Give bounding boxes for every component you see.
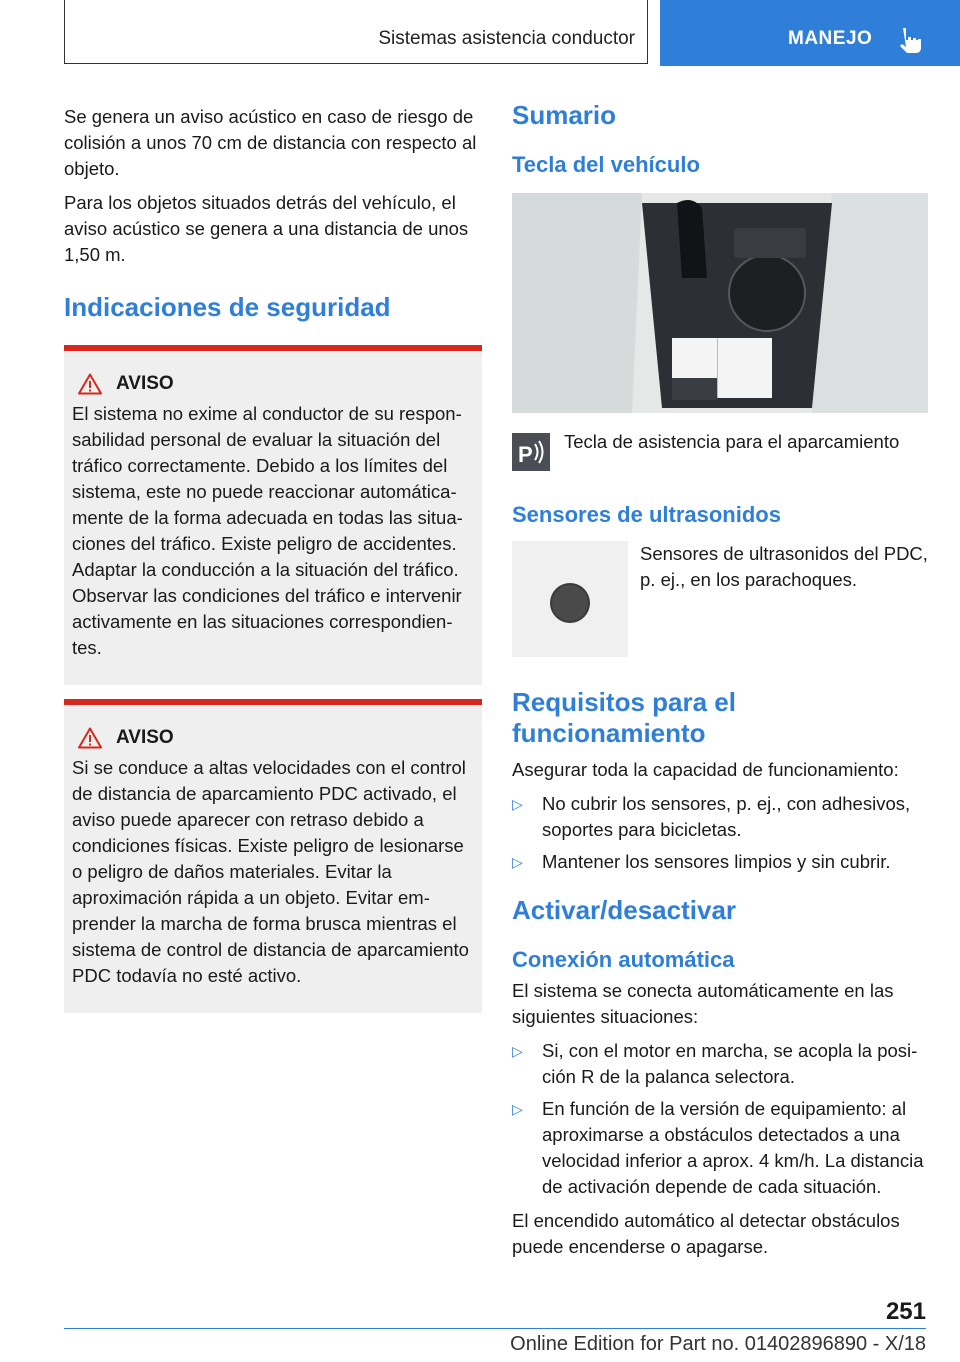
warning-triangle-icon <box>78 373 102 395</box>
sensors-caption: Sensores de ultrasonidos del PDC, p. ej., en los parachoques. <box>640 543 928 590</box>
page-number: 251 <box>885 1298 926 1325</box>
chapter-label: MANEJO <box>788 28 873 49</box>
list-item: ▷ Mantener los sensores limpios y sin cubrir. <box>512 849 932 875</box>
svg-text:P: P <box>518 442 533 467</box>
hand-pointer-icon <box>897 26 923 54</box>
left-column <box>64 104 482 1027</box>
right-column <box>512 100 932 1268</box>
bullet-triangle-icon: ▷ <box>512 1043 523 1059</box>
auto-intro: El sistema se conecta automáticamente en las siguientes situaciones: <box>512 980 894 1027</box>
activate-heading: Activar/desactivar <box>512 895 737 925</box>
vehicle-key-heading: Tecla del vehículo <box>512 152 700 177</box>
summary-heading: Sumario <box>512 100 617 130</box>
warning-triangle-icon <box>78 727 102 749</box>
intro-paragraph: Se genera un aviso acústico en caso de riesgo de colisión a unos 70 cm de distancia con respecto al objeto. <box>64 106 477 179</box>
section-title: Sistemas asistencia conductor <box>378 28 635 49</box>
intro-paragraph: Para los objetos situados detrás del vehículo, el aviso acústico se genera a una distancia de unos 1,50 m. <box>64 192 469 265</box>
warning-box <box>64 345 482 685</box>
auto-list <box>512 1038 932 1200</box>
warning-title: AVISO <box>116 373 174 394</box>
bullet-triangle-icon: ▷ <box>512 796 523 812</box>
edition-text: Online Edition for Part no. 01402896890 - X/18 <box>510 1333 926 1355</box>
list-item: ▷ En función de la versión de equipamiento: al aproximarse a obstáculos detectados a una velocidad inferior a aprox. 4 km/h. La distancia de activación depende de cada situación. <box>512 1098 924 1197</box>
chapter-tab[interactable] <box>660 0 960 66</box>
list-item: ▷ Si, con el motor en marcha, se acopla la posición R de la palanca selectora. <box>512 1040 918 1087</box>
key-caption-row <box>512 429 932 471</box>
list-item: ▷ No cubrir los sensores, p. ej., con adhesivos, soportes para bicicletas. <box>512 793 911 840</box>
warning-text: Si se conduce a altas velocidades con el control de distancia de aparcamiento PDC activado, el aviso puede aparecer con retraso debido a condiciones físicas. Existe peligro de lesionarse o peligro de daños materiales. Evitar la aproximación rápida a un objeto. Evitar emprender la marcha de forma brusca mientras el sistema de control de distancia de aparcamiento PDC todavía no esté activo. <box>72 757 469 986</box>
sensors-heading: Sensores de ultrasonidos <box>512 502 781 527</box>
footer-divider <box>64 1328 926 1329</box>
requirements-list <box>512 791 932 875</box>
auto-outro: El encendido automático al detectar obstáculos puede encenderse o apagarse. <box>512 1210 900 1257</box>
bullet-triangle-icon: ▷ <box>512 854 523 870</box>
key-caption: Tecla de asistencia para el aparcamiento <box>564 431 900 452</box>
requirements-heading: Requisitos para el funcionamiento <box>512 687 736 748</box>
running-header <box>64 0 648 64</box>
center-console-photo <box>512 193 928 413</box>
parking-assist-button-icon <box>512 433 550 471</box>
warning-text: El sistema no exime al conductor de su responsabilidad personal de evaluar la situación del tráfico correctamente. Debido a los límites del sistema, este no puede reaccionar automáticamente de la forma adecuada en todas las situaciones del tráfico. Existe peligro de accidentes. Adaptar la conducción a la situación del tráfico. Observar las condiciones del tráfico e intervenir activamente en las situaciones correspondientes. <box>72 403 463 658</box>
auto-connect-heading: Conexión automática <box>512 947 735 972</box>
warning-title: AVISO <box>116 727 174 748</box>
bullet-triangle-icon: ▷ <box>512 1101 523 1117</box>
warning-box <box>64 699 482 1013</box>
ultrasonic-sensor-photo <box>512 541 628 657</box>
requirements-intro: Asegurar toda la capacidad de funcionamiento: <box>512 759 899 780</box>
safety-heading: Indicaciones de seguridad <box>64 292 391 322</box>
sensor-row <box>512 541 932 657</box>
